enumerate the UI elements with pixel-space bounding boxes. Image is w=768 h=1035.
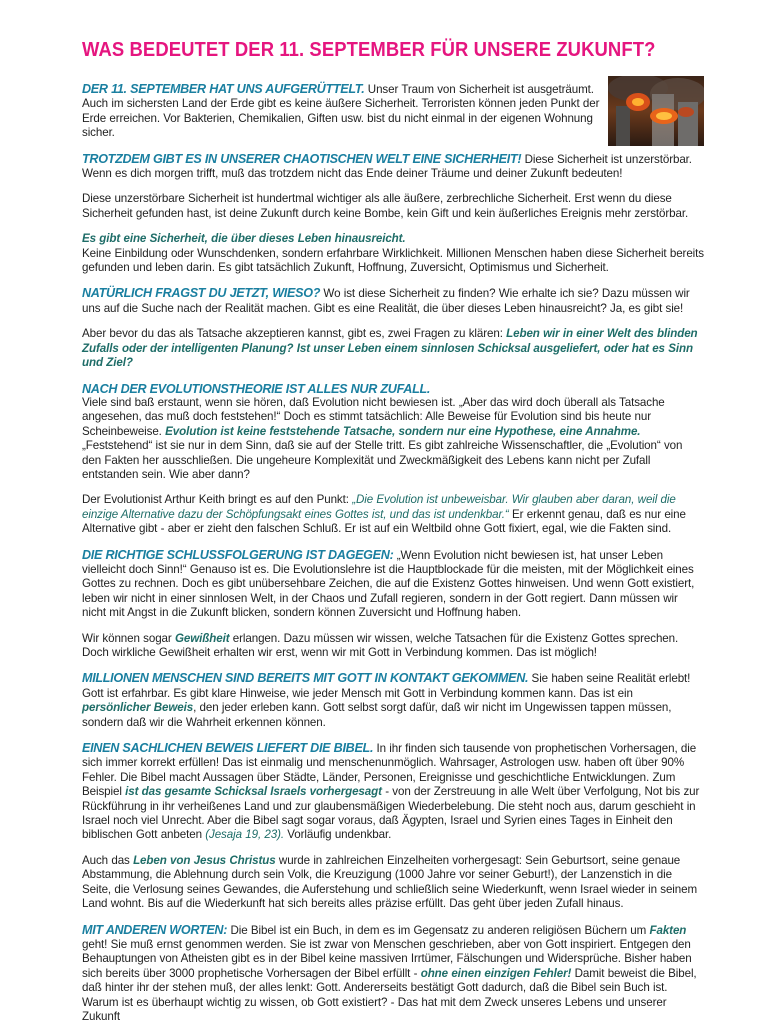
text-certainty-1: Wir können sogar: [82, 631, 175, 645]
paragraph-keith: [82, 493, 704, 536]
paragraph-millions: [82, 671, 704, 730]
text-evolution-2: „Feststehend“ ist sie nur in dem Sinn, daß sie auf der Stelle tritt. Es gibt zahlreiche Wissenschaftler, die „Evolution“ von den Fakten her ausschließen. Die ungeheure Komplexität und Zweckmäßigkeit des Lebens kann nicht per Zufall entstanden sein. Wie aber dann?: [82, 439, 683, 481]
quote-keith: „Die Evolution ist unbeweisbar. Wir glauben aber daran, weil die einzige Alternative dazu der Schöpfungsakt eines Gottes ist, und das ist undenkbar.“: [82, 493, 676, 521]
text-other-words-3: Damit beweist die Bibel, daß hinter ihr der stehen muß, der alles lenkt: Gott. Andererseits bestätigt Gott dadurch, daß die Bibel sein Buch ist. Warum ist es überhaupt wichtig zu wissen, ob Gott existiert? - Das hat mit dem Zweck unseres Lebens und unserer Zukunft: [82, 966, 697, 1023]
text-certainty-2: erlangen. Dazu müssen wir wissen, welche Tatsachen für die Existenz Gottes sprechen. Doch wirkliche Gewißheit erhalten wir erst, wenn wir mit Gott in Verbindung kommen. Das ist möglich!: [82, 631, 679, 659]
paragraph-evolution: [82, 382, 704, 483]
emphasis-israel: ist das gesamte Schicksal Israels vorhergesagt: [125, 785, 382, 799]
text-evolution-1: Viele sind baß erstaunt, wenn sie hören, daß Evolution nicht bewiesen ist. „Aber das wird doch überall als Tatsache angesehen, das muß doch feststehen!“ Doch es stimmt tatsächlich: Alle Beweise für Evolution sind bis heute nur Scheinbeweise.: [82, 395, 665, 438]
paragraph-conclusion: [82, 548, 704, 621]
text-two-questions: Aber bevor du das als Tatsache akzeptieren kannst, gibt es, zwei Fragen zu klären:: [82, 327, 507, 341]
paragraph-in-other-words: [82, 923, 704, 1025]
text-security: Diese Sicherheit ist unzerstörbar. Wenn es dich morgen trifft, muß das trotzdem nicht das Ende deiner Träume und deiner Zukunft bedeuten!: [82, 152, 692, 181]
emphasis-two-questions: Leben wir in einer Welt des blinden Zufalls oder der intelligenten Planung? Ist unser Leben einem sinnlosen Schicksal ausgeliefert, oder hat es Sinn und Ziel?: [82, 327, 698, 370]
heading-in-other-words: MIT ANDEREN WORTEN:: [82, 922, 228, 937]
paragraph-beyond-life: [82, 232, 704, 275]
heading-why: NATÜRLICH FRAGST DU JETZT, WIESO?: [82, 286, 321, 301]
text-other-words-1: Die Bibel ist ein Buch, in dem es im Gegensatz zu anderen religiösen Büchern um: [227, 923, 650, 937]
text-bible-proof-2: - von der Zerstreuung in alle Welt über Verfolgung, Not bis zur Rückführung in ihr verheißenes Land und zur glaubensmäßigen Wiederbelebung. Die steht noch aus, darum geschieht in Israel noch viel Unrecht. Aber die Bibel sagt sogar voraus, daß Ägypten, Israel und Syrien eines Tages in Einheit den biblischen Gott anbeten: [82, 785, 700, 842]
emphasis-beyond-life: Es gibt eine Sicherheit, die über dieses Leben hinausreicht.: [82, 232, 406, 246]
text-bible-proof-3: Vorläufig undenkbar.: [283, 828, 392, 842]
text-beyond-life: Keine Einbildung oder Wunschdenken, sondern erfahrbare Wirklichkeit. Millionen Menschen haben diese Sicherheit bereits gefunden und leben darin. Es gibt tatsächlich Zukunft, Hoffnung, Zuversicht, Optimismus und Sicherheit.: [82, 246, 704, 275]
text-keith-1: Der Evolutionist Arthur Keith bringt es auf den Punkt:: [82, 493, 353, 507]
emphasis-millions: persönlicher Beweis: [82, 701, 194, 715]
text-why: Wo ist diese Sicherheit zu finden? Wie erhalte ich sie? Dazu müssen wir uns auf die Suche nach der Realität machen. Gibt es eine Realität, die über dieses Leben hinausreicht? Ja, es gibt sie!: [82, 287, 690, 315]
text-bible-proof-1: In ihr finden sich tausende von prophetischen Vorhersagen, die sich immer korrekt erfüllen! Das ist einmalig und menschenunmöglich. Wahrsager, Astrologen usw. haben oft über 90% Fehler. Die Bibel macht Aussagen über Städte, Länder, Personen, Ereignisse und geschichtliche Entwicklungen. Zum Beispiel: [82, 742, 697, 799]
text-conclusion: „Wenn Evolution nicht bewiesen ist, hat unser Leben vielleicht doch Sinn!“ Genauso ist es. Die Evolutionslehre ist die Hauptblockade für die meisten, mit der Möglichkeit eines Gottes zu rechnen. Doch es gibt unübersehbare Zeichen, die auf die Existenz Gottes hinweisen. Und wenn Gott existiert, leben wir nicht in einer sinnlosen Welt, in der Chaos und Zufall regieren, sondern in der Gott regiert. Dann müssen wir nicht mit Angst in die Zukunft blicken, sondern können Zuversicht und Hoffnung haben.: [82, 548, 695, 620]
paragraph-jesus: [82, 854, 704, 912]
heading-security: TROTZDEM GIBT ES IN UNSERER CHAOTISCHEN WELT EINE SICHERHEIT!: [82, 151, 522, 166]
page-title: WAS BEDEUTET DER 11. SEPTEMBER FÜR UNSERE ZUKUNFT?: [82, 38, 656, 61]
emphasis-no-error: ohne einen einzigen Fehler!: [420, 966, 572, 980]
emphasis-jesus: Leben von Jesus Christus: [133, 853, 276, 867]
reference-isaiah: (Jesaja 19, 23).: [205, 828, 284, 842]
paragraph-certainty: [82, 632, 704, 661]
article-body: [82, 82, 704, 1035]
heading-attack: DER 11. SEPTEMBER HAT UNS AUFGERÜTTELT.: [82, 82, 365, 96]
text-unbreakable: Diese unzerstörbare Sicherheit ist hundertmal wichtiger als alle äußere, zerbrechliche Sicherheit. Erst wenn du diese Sicherheit gefunden hast, ist deine Zukunft durch keine Bombe, kein Gift und kein äußerliches Ereignis mehr zerstörbar.: [82, 192, 689, 220]
text-attack: Unser Traum von Sicherheit ist ausgeträumt. Auch im sichersten Land der Erde gibt es keine äußere Sicherheit. Terroristen können jeden Punkt der Erde erreichen. Vor Bakterien, Chemikalien, Giften usw. bist du nicht einmal in der eigenen Wohnung sicher.: [82, 83, 600, 140]
heading-bible-proof: EINEN SACHLICHEN BEWEIS LIEFERT DIE BIBEL.: [82, 741, 374, 756]
text-jesus-1: Auch das: [82, 853, 134, 867]
paragraph-unbreakable: [82, 192, 704, 221]
paragraph-two-questions: [82, 327, 704, 370]
text-other-words-2: geht! Sie muß ernst genommen werden. Sie ist zwar von Menschen geschrieben, aber von Gott inspiriert. Entgegen den Behauptungen von Atheisten gibt es in der Bibel keine massiven Irrtümer, Fälschungen und Widersprüche. Bisher haben sich bereits über 3000 prophetische Vorhersagen der Bibel erfüllt -: [82, 937, 692, 980]
emphasis-certainty: Gewißheit: [174, 631, 230, 645]
text-jesus-2: wurde in zahlreichen Einzelheiten vorhergesagt: Sein Geburtsort, seine genaue Abstammung, die Ablehnung durch sein Volk, die Kreuzigung (1000 Jahre vor seiner Geburt!), der Lanzenstich in die Seite, die Verlosung seines Gewandes, die Auferstehung und schließlich seine Wiederkunft, wenn Israel wieder in seinem Land wohnt. Bis auf die Wiederkunft hat sich bereits alles präzise erfüllt. Das geht über jeden Zufall hinaus.: [82, 853, 698, 911]
paragraph-why: [82, 286, 704, 316]
heading-millions: MILLIONEN MENSCHEN SIND BEREITS MIT GOTT IN KONTAKT GEKOMMEN.: [82, 671, 529, 686]
paragraph-security: [82, 152, 704, 182]
emphasis-facts: Fakten: [649, 923, 687, 937]
emphasis-evolution: Evolution ist keine feststehende Tatsache, sondern nur eine Hypothese, eine Annahme.: [165, 424, 641, 438]
text-millions-2: , den jeder erleben kann. Gott selbst sorgt dafür, daß wir nicht im Ungewissen tappen müssen, sondern daß wir die Wahrheit erkennen können.: [82, 701, 672, 729]
text-millions-1: Sie haben seine Realität erlebt! Gott ist erfahrbar. Es gibt klare Hinweise, wie jeder Mensch mit Gott in Verbindung kommen kann. Das ist ein: [82, 672, 691, 700]
paragraph-attack: [82, 82, 602, 141]
text-keith-2: Er erkennt genau, daß es nur eine Alternative gibt - aber er zieht den falschen Schluß. Er ist auf ein Weltbild ohne Gott fixiert, egal, wie die Fakten sind.: [82, 507, 686, 536]
paragraph-bible-proof: [82, 741, 704, 843]
heading-evolution: NACH DER EVOLUTIONSTHEORIE IST ALLES NUR ZUFALL.: [82, 381, 431, 396]
heading-conclusion: DIE RICHTIGE SCHLUSSFOLGERUNG IST DAGEGEN:: [82, 547, 394, 562]
